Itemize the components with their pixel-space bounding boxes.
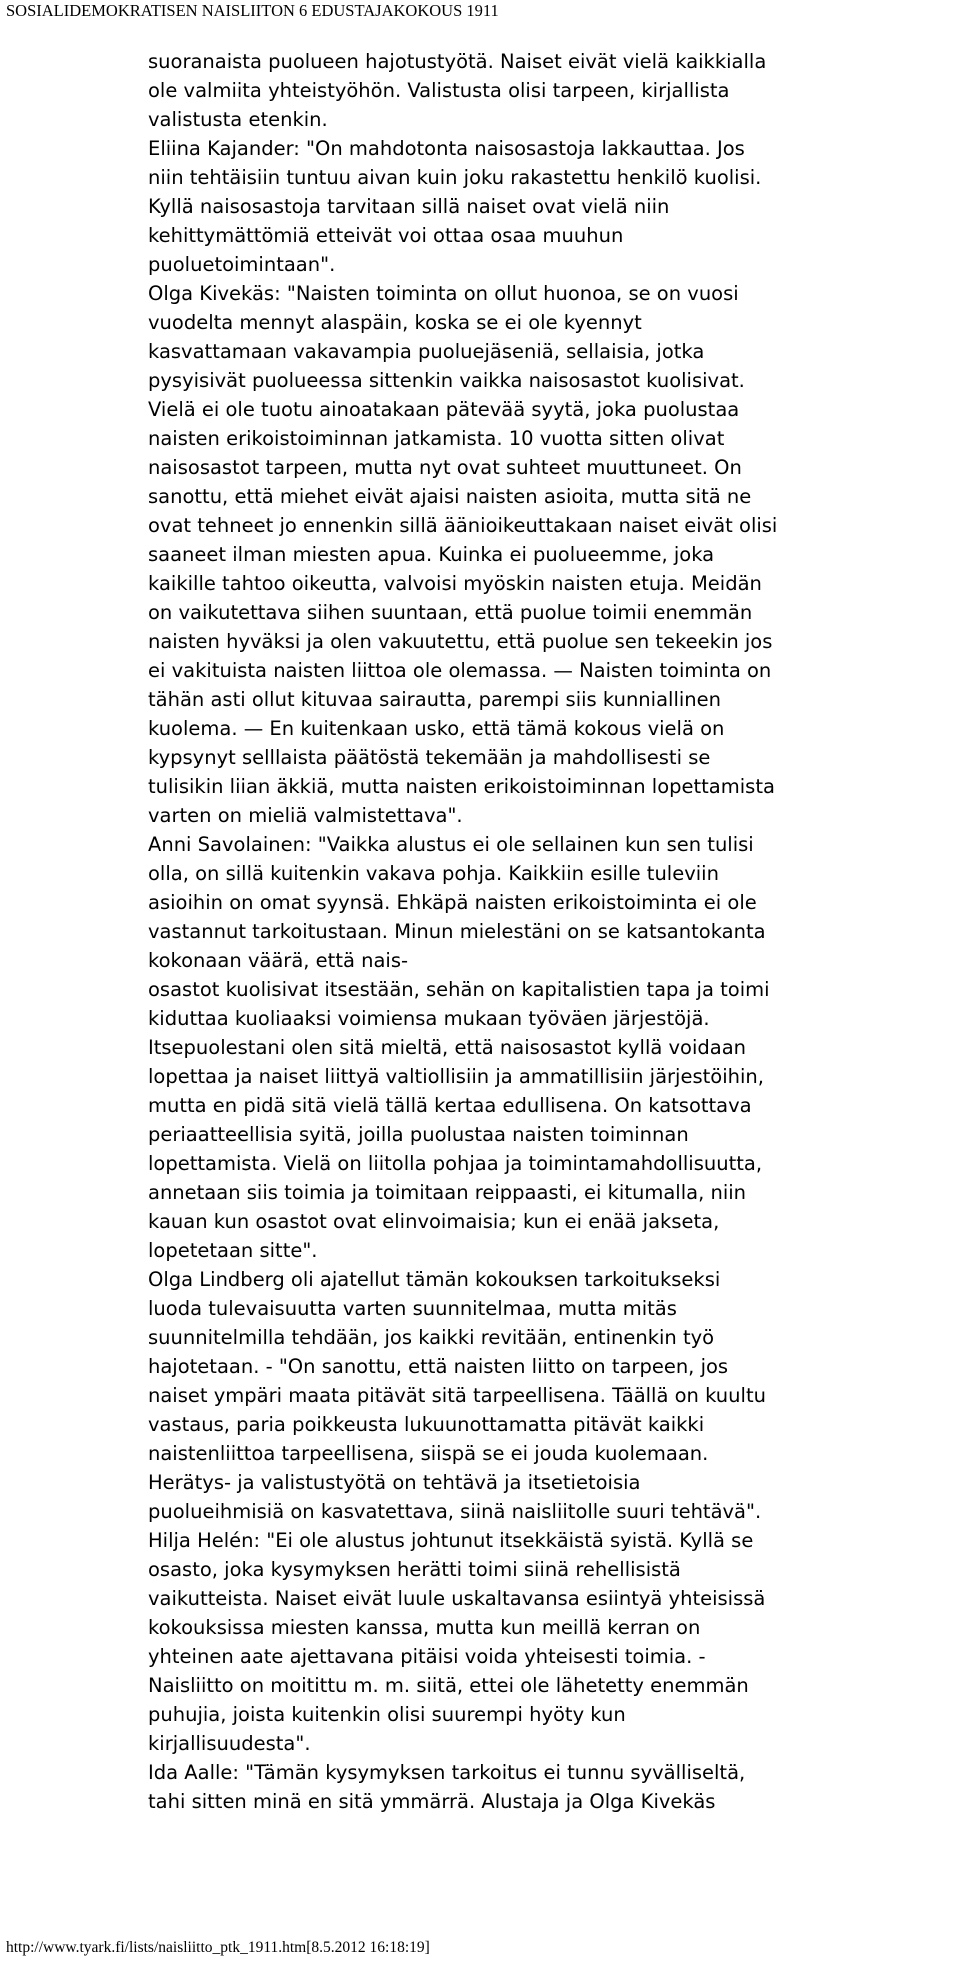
text-line: Olga Kivekäs: "Naisten toiminta on ollut huonoa, se on vuosi [148,282,739,305]
text-line: naisosastot tarpeen, mutta nyt ovat suhteet muuttuneet. On [148,456,742,479]
text-line: Vielä ei ole tuotu ainoatakaan pätevää syytä, joka puolustaa [148,398,740,421]
text-line: naisten hyväksi ja olen vakuutettu, että puolue sen tekeekin jos [148,630,773,653]
text-line: olla, on sillä kuitenkin vakava pohja. Kaikkiin esille tuleviin [148,862,719,885]
text-line: Anni Savolainen: "Vaikka alustus ei ole sellainen kun sen tulisi [148,833,754,856]
text-line: kokouksissa miesten kanssa, mutta kun meillä kerran on [148,1616,701,1639]
text-line: kiduttaa kuoliaaksi voimiensa mukaan työväen järjestöjä. [148,1007,710,1030]
text-line: lopettaa ja naiset liittyä valtiollisiin ja ammatillisiin järjestöihin, [148,1065,764,1088]
text-line: puhujia, joista kuitenkin olisi suurempi hyöty kun [148,1703,626,1726]
text-line: Olga Lindberg oli ajatellut tämän kokouksen tarkoitukseksi [148,1268,721,1291]
text-line: kypsynyt selllaista päätöstä tekemään ja mahdollisesti se [148,746,711,769]
text-line: Itsepuolestani olen sitä mieltä, että naisosastot kyllä voidaan [148,1036,747,1059]
text-line: kirjallisuudesta". [148,1732,311,1755]
text-line: osastot kuolisivat itsestään, sehän on kapitalistien tapa ja toimi [148,978,770,1001]
text-line: kuolema. — En kuitenkaan usko, että tämä kokous vielä on [148,717,725,740]
text-line: ovat tehneet jo ennenkin sillä äänioikeuttakaan naiset eivät olisi [148,514,778,537]
text-line: naiset ympäri maata pitävät sitä tarpeellisena. Täällä on kuultu [148,1384,766,1407]
text-line: saaneet ilman miesten apua. Kuinka ei puolueemme, joka [148,543,715,566]
text-line: tulisikin liian äkkiä, mutta naisten erikoistoiminnan lopettamista [148,775,775,798]
text-line: suunnitelmilla tehdään, jos kaikki revitään, entinenkin työ [148,1326,715,1349]
text-line: valistusta etenkin. [148,108,328,131]
text-line: kehittymättömiä etteivät voi ottaa osaa muuhun [148,224,624,247]
text-line: luoda tulevaisuutta varten suunnitelmaa, mutta mitäs [148,1297,677,1320]
text-line: mutta en pidä sitä vielä tällä kertaa edullisena. On katsottava [148,1094,752,1117]
text-line: Herätys- ja valistustyötä on tehtävä ja itsetietoisia [148,1471,641,1494]
text-line: Ida Aalle: "Tämän kysymyksen tarkoitus ei tunnu syvälliseltä, [148,1761,746,1784]
text-line: vaikutteista. Naiset eivät luule uskaltavansa esiintyä yhteisissä [148,1587,766,1610]
page-footer-url: http://www.tyark.fi/lists/naisliitto_ptk_1911.htm[8.5.2012 16:18:19] [6,1939,430,1956]
text-line: asioihin on omat syynsä. Ehkäpä naisten erikoistoiminta ei ole [148,891,757,914]
text-line: ei vakituista naisten liittoa ole olemassa. — Naisten toiminta on [148,659,772,682]
text-line: osasto, joka kysymyksen herätti toimi siinä rehellisistä [148,1558,681,1581]
text-line: Eliina Kajander: "On mahdotonta naisosastoja lakkauttaa. Jos [148,137,745,160]
text-line: pysyisivät puolueessa sittenkin vaikka naisosastot kuolisivat. [148,369,745,392]
text-line: hajotetaan. - "On sanottu, että naisten liitto on tarpeen, jos [148,1355,729,1378]
text-line: suoranaista puolueen hajotustyötä. Naiset eivät vielä kaikkialla [148,50,767,73]
text-line: kasvattamaan vakavampia puoluejäseniä, sellaisia, jotka [148,340,705,363]
text-line: vastaus, paria poikkeusta lukuunottamatta pitävät kaikki [148,1413,705,1436]
document-body [148,47,954,1816]
text-line: puolueihmisiä on kasvatettava, siinä naisliitolle suuri tehtävä". [148,1500,762,1523]
text-line: Kyllä naisosastoja tarvitaan sillä naiset ovat vielä niin [148,195,670,218]
text-line: vuodelta mennyt alaspäin, koska se ei ole kyennyt [148,311,642,334]
text-line: naisten erikoistoiminnan jatkamista. 10 vuotta sitten olivat [148,427,725,450]
text-line: tähän asti ollut kituvaa sairautta, parempi siis kunniallinen [148,688,722,711]
text-line: periaatteellisia syitä, joilla puolustaa naisten toiminnan [148,1123,689,1146]
page-header: SOSIALIDEMOKRATISEN NAISLIITON 6 EDUSTAJAKOKOUS 1911 [6,1,499,20]
text-line: sanottu, että miehet eivät ajaisi naisten asioita, mutta sitä ne [148,485,752,508]
text-line: Naisliitto on moitittu m. m. siitä, ettei ole lähetetty enemmän [148,1674,749,1697]
text-line: lopetetaan sitte". [148,1239,318,1262]
text-line: naistenliittoa tarpeellisena, siispä se ei jouda kuolemaan. [148,1442,709,1465]
text-line: niin tehtäisiin tuntuu aivan kuin joku rakastettu henkilö kuolisi. [148,166,762,189]
text-line: yhteinen aate ajettavana pitäisi voida yhteisesti toimia. - [148,1645,706,1668]
text-line: Hilja Helén: "Ei ole alustus johtunut itsekkäistä syistä. Kyllä se [148,1529,754,1552]
text-line: on vaikutettava siihen suuntaan, että puolue toimii enemmän [148,601,753,624]
text-line: vastannut tarkoitustaan. Minun mielestäni on se katsantokanta [148,920,766,943]
text-line: varten on mieliä valmistettava". [148,804,463,827]
text-line: lopettamista. Vielä on liitolla pohjaa ja toimintamahdollisuutta, [148,1152,763,1175]
text-line: ole valmiita yhteistyöhön. Valistusta olisi tarpeen, kirjallista [148,79,730,102]
text-line: kaikille tahtoo oikeutta, valvoisi myöskin naisten etuja. Meidän [148,572,762,595]
text-line: kokonaan väärä, että nais- [148,949,409,972]
text-line: kauan kun osastot ovat elinvoimaisia; kun ei enää jakseta, [148,1210,720,1233]
text-line: puoluetoimintaan". [148,253,336,276]
text-line: tahi sitten minä en sitä ymmärrä. Alustaja ja Olga Kivekäs [148,1790,716,1813]
text-line: annetaan siis toimia ja toimitaan reippaasti, ei kitumalla, niin [148,1181,747,1204]
